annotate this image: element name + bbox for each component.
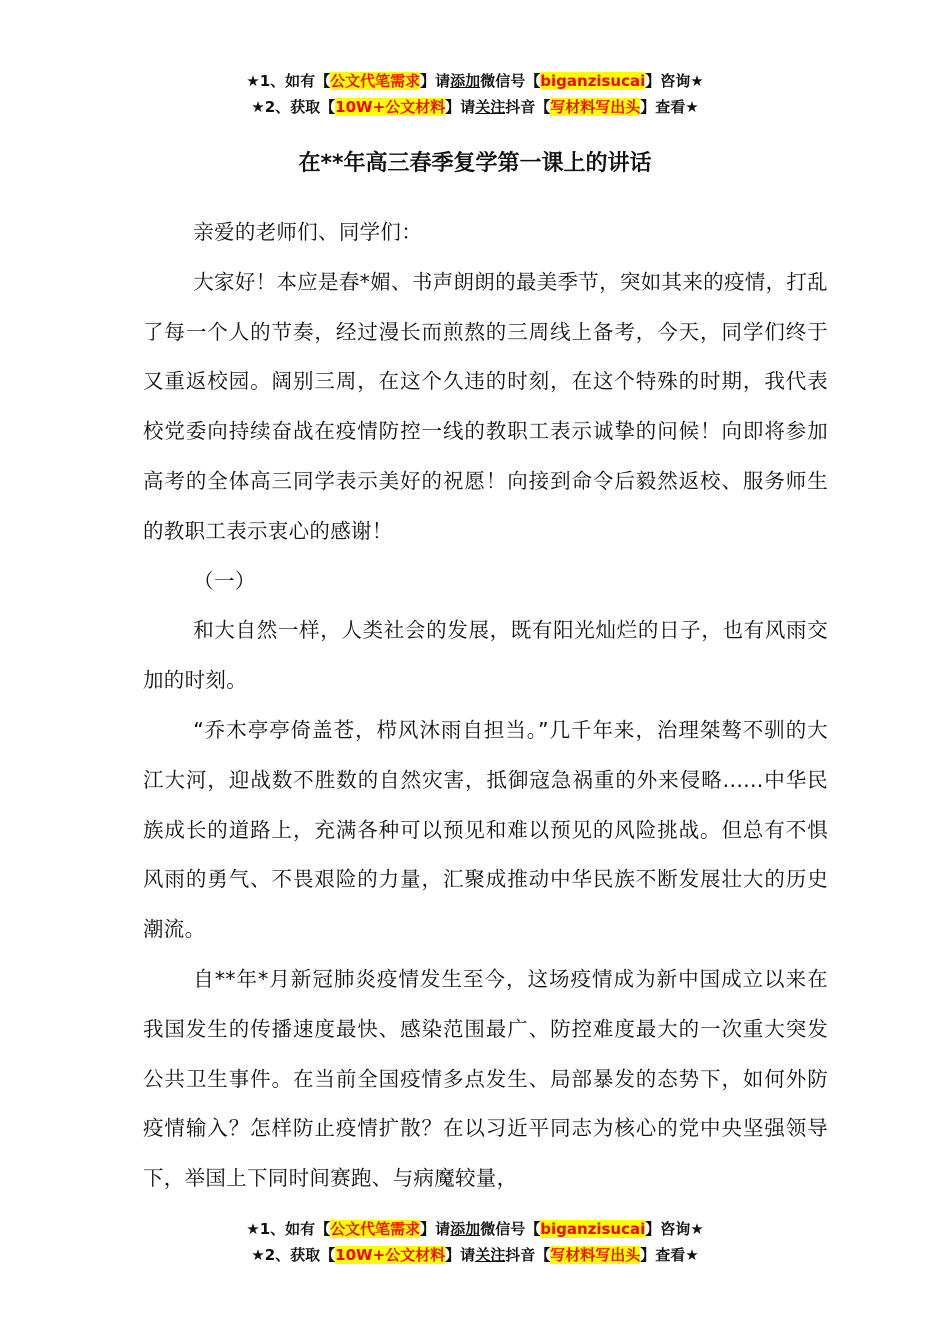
promo-line-2 — [0, 94, 950, 120]
promo-text: 1、如有【 — [259, 1220, 331, 1238]
promo-text: 抖音【 — [505, 1246, 551, 1264]
star-icon: ★ — [251, 1246, 265, 1264]
star-icon: ★ — [251, 98, 265, 116]
promo-line-1 — [0, 68, 950, 94]
promo-line-1 — [0, 1216, 950, 1242]
promo-underlined: 关注 — [475, 98, 506, 116]
promo-highlight-wechat-id: biganzisucai — [540, 72, 646, 90]
paragraph: 大家好！本应是春*媚、书声朗朗的最美季节，突如其来的疫情，打乱了每一个人的节奏，经过漫长而煎熬的三周线上备考，今天，同学们终于又重返校园。阔别三周，在这个久违的时刻，在这个特殊的时期，我代表校党委向持续奋战在疫情防控一线的教职工表示诚挚的问候！向即将参加高考的全体高三同学表示美好的祝愿！向接到命令后毅然返校、服务师生的教职工表示衷心的感谢！ — [143, 269, 828, 543]
promo-text: 】咨询 — [645, 72, 691, 90]
promo-text: 】请 — [420, 1220, 451, 1238]
promo-text: 】咨询 — [645, 1220, 691, 1238]
promo-highlight: 10W+公文材料 — [335, 98, 446, 116]
paragraph: 自**年*月新冠肺炎疫情发生至今，这场疫情成为新中国成立以来在我国发生的传播速度最快、感染范围最广、防控难度最大的一次重大突发公共卫生事件。在当前全国疫情多点发生、局部暴发的态势下，如何外防疫情输入？怎样防止疫情扩散？在以习近平同志为核心的党中央坚强领导下，举国上下同时间赛跑、与病魔较量， — [143, 966, 828, 1191]
promo-banner-bottom — [0, 1216, 950, 1268]
promo-text: 2、获取【 — [264, 1246, 336, 1264]
promo-text: 】查看 — [640, 98, 686, 116]
star-icon: ★ — [246, 72, 260, 90]
promo-highlight-douyin-id: 写材料写出头 — [550, 98, 641, 116]
star-icon: ★ — [685, 98, 699, 116]
section-heading: （一） — [193, 568, 256, 593]
promo-text: 】请 — [445, 1246, 476, 1264]
promo-text: 2、获取【 — [264, 98, 336, 116]
promo-highlight-wechat-id: biganzisucai — [540, 1220, 646, 1238]
promo-line-2 — [0, 1242, 950, 1268]
promo-text: 微信号【 — [480, 72, 541, 90]
promo-banner-top — [0, 68, 950, 120]
promo-underlined: 关注 — [475, 1246, 506, 1264]
promo-highlight: 公文代笔需求 — [330, 72, 421, 90]
promo-text: 1、如有【 — [259, 72, 331, 90]
promo-text: 】请 — [420, 72, 451, 90]
promo-text: 抖音【 — [505, 98, 551, 116]
star-icon: ★ — [246, 1220, 260, 1238]
star-icon: ★ — [685, 1246, 699, 1264]
document-body — [143, 208, 828, 1204]
paragraph: “乔木亭亭倚盖苍，栉风沐雨自担当。”几千年来，治理桀骜不驯的大江大河，迎战数不胜数的自然灾害，抵御寇急祸重的外来侵略......中华民族成长的道路上，充满各种可以预见和难以预见的风险挑战。但总有不惧风雨的勇气、不畏艰险的力量，汇聚成推动中华民族不断发展壮大的历史潮流。 — [143, 717, 828, 942]
star-icon: ★ — [690, 1220, 704, 1238]
paragraph: 和大自然一样，人类社会的发展，既有阳光灿烂的日子，也有风雨交加的时刻。 — [143, 618, 828, 693]
salutation: 亲爱的老师们、同学们： — [193, 220, 423, 244]
promo-text: 】请 — [445, 98, 476, 116]
document-title: 在**年高三春季复学第一课上的讲话 — [298, 151, 652, 176]
promo-highlight: 10W+公文材料 — [335, 1246, 446, 1264]
promo-highlight: 公文代笔需求 — [330, 1220, 421, 1238]
promo-underlined: 添加 — [450, 1220, 481, 1238]
promo-text: 微信号【 — [480, 1220, 541, 1238]
star-icon: ★ — [690, 72, 704, 90]
promo-underlined: 添加 — [450, 72, 481, 90]
promo-text: 】查看 — [640, 1246, 686, 1264]
promo-highlight-douyin-id: 写材料写出头 — [550, 1246, 641, 1264]
